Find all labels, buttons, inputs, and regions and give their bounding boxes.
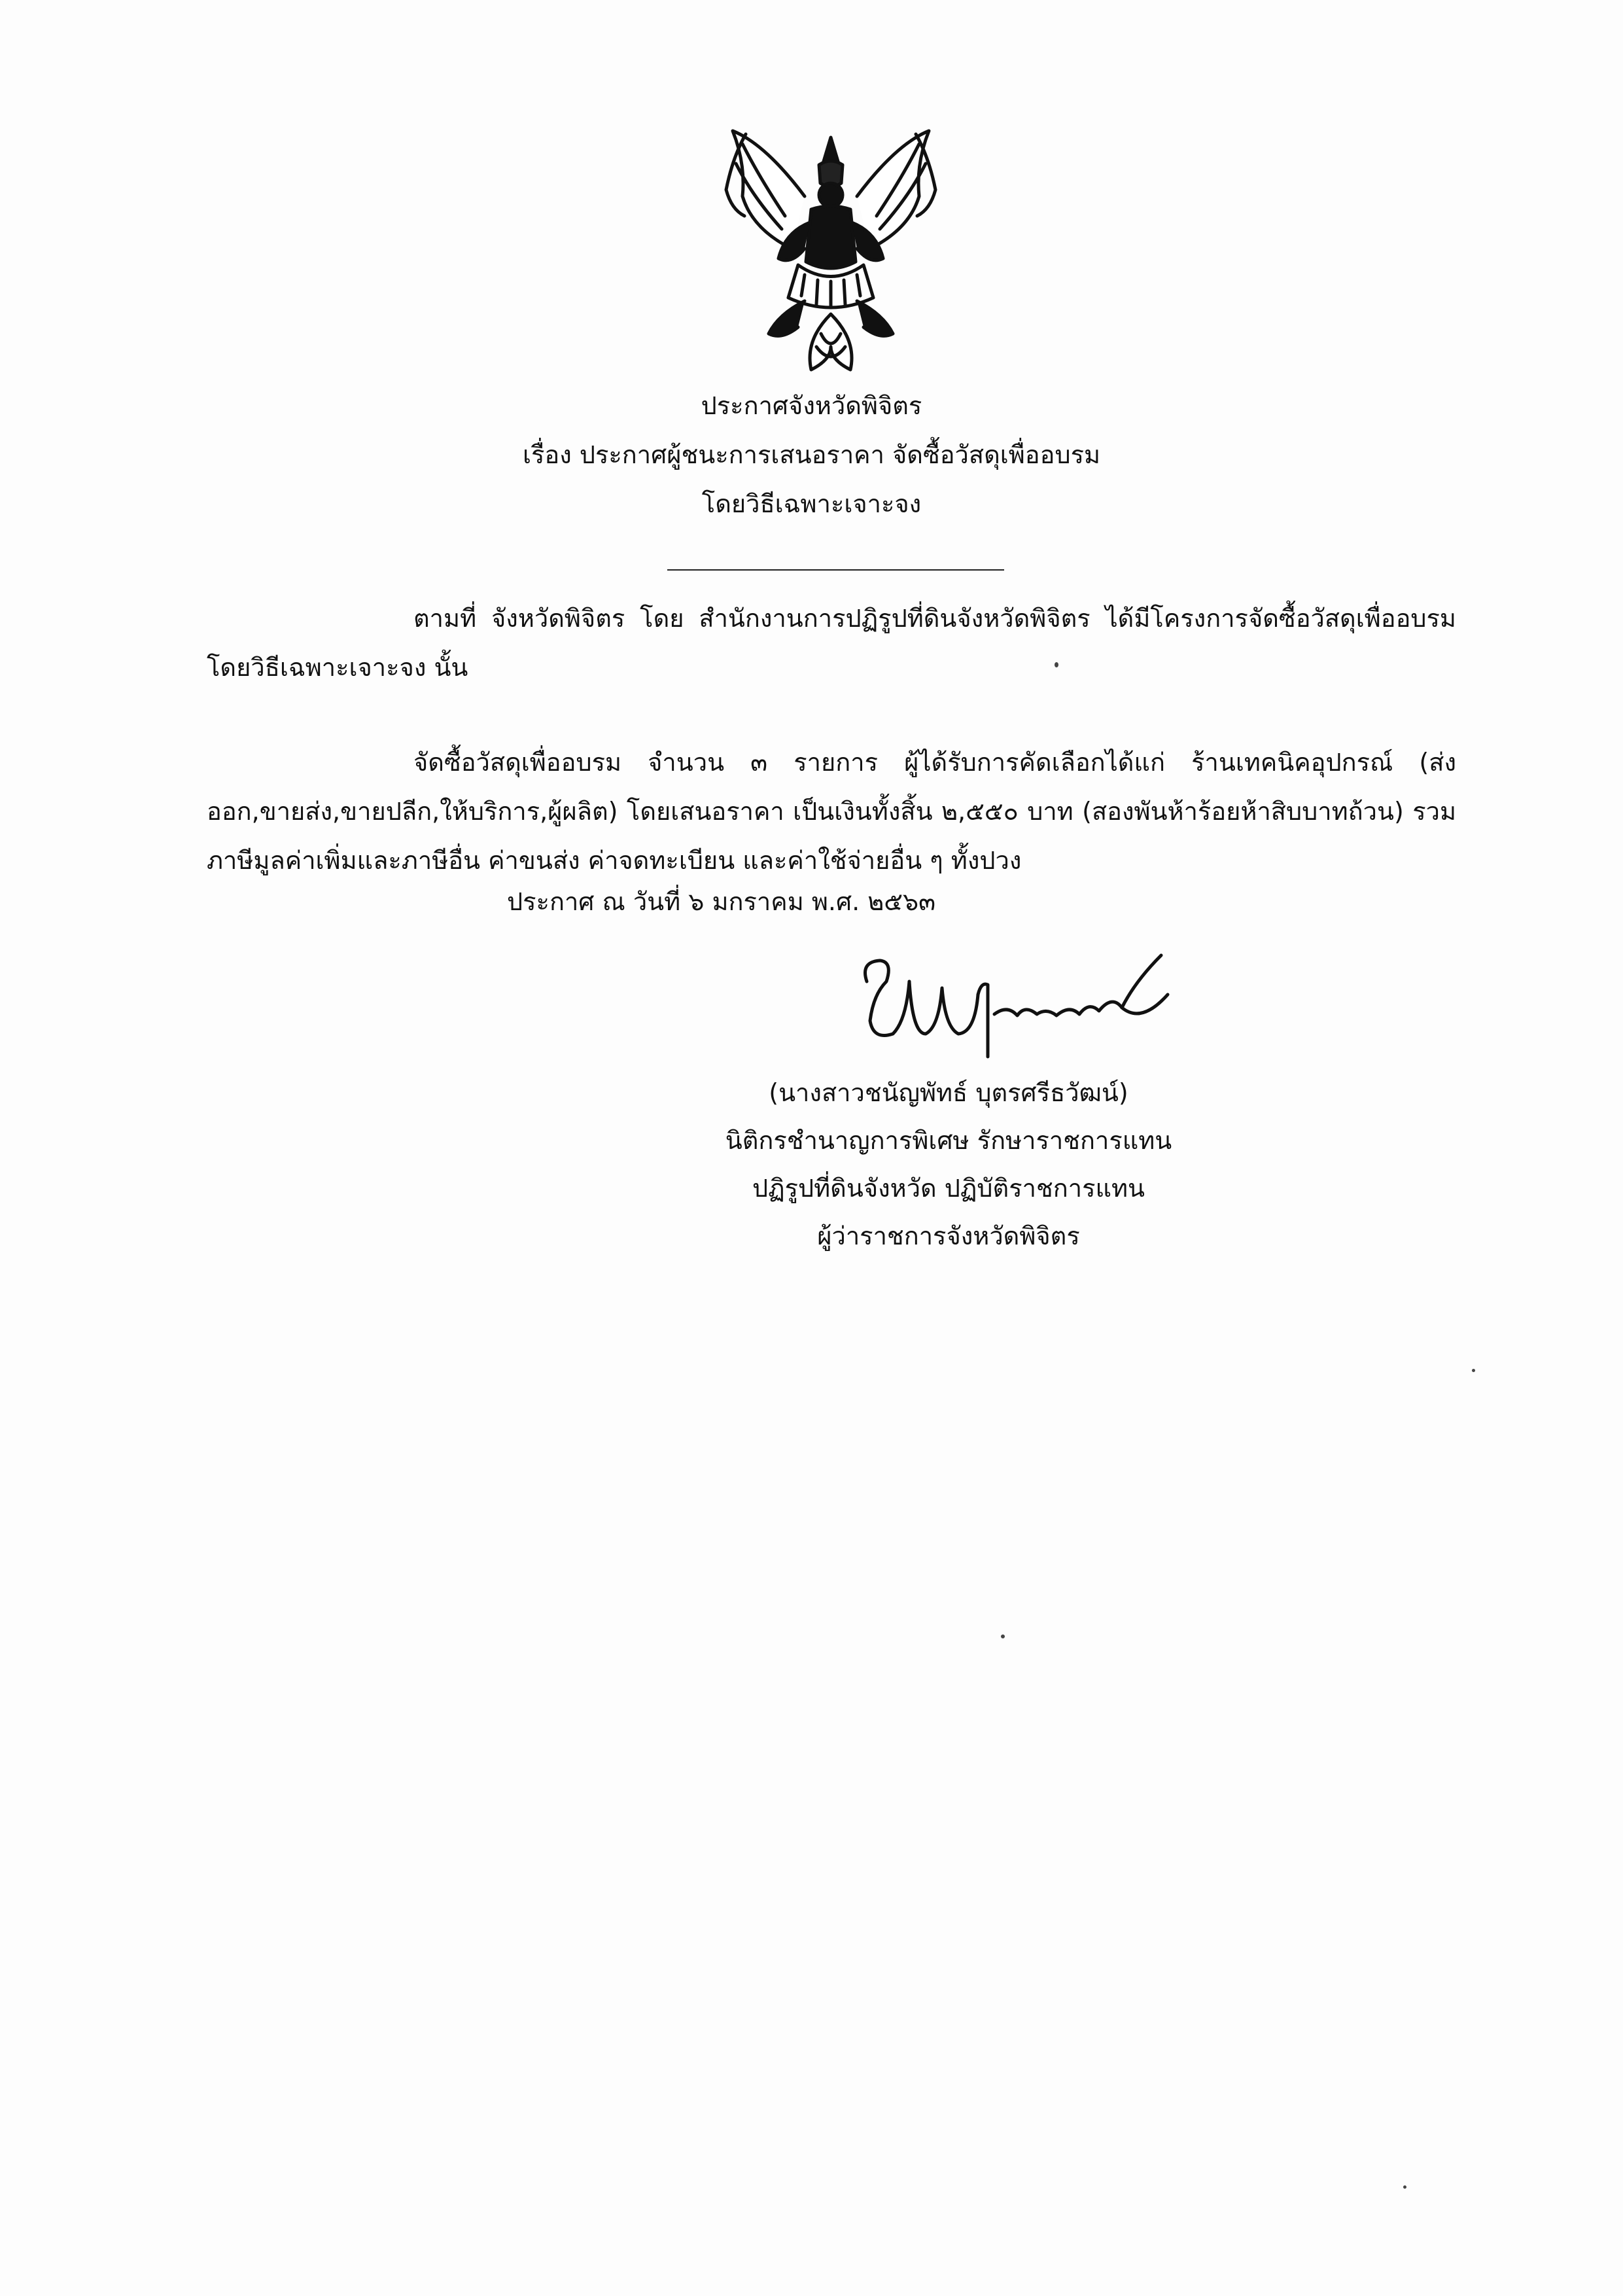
- handwritten-signature-icon: [854, 942, 1181, 1067]
- announcement-date: ประกาศ ณ วันที่ ๖ มกราคม พ.ศ. ๒๕๖๓: [507, 887, 936, 916]
- body-paragraph-1: ตามที่ จังหวัดพิจิตร โดย สำนักงานการปฏิรูปที่ดินจังหวัดพิจิตร ได้มีโครงการจัดซื้อวัสดุเพื่ออบรม โดยวิธีเฉพาะเจาะจง นั้น: [207, 604, 1456, 682]
- body-paragraph-2: จัดซื้อวัสดุเพื่ออบรม จำนวน ๓ รายการ ผู้ได้รับการคัดเลือกได้แก่ ร้านเทคนิคอุปกรณ์ (ส่งออก,ขายส่ง,ขายปลีก,ให้บริการ,ผู้ผลิต) โดยเสนอราคา เป็นเงินทั้งสิ้น ๒,๕๕๐ บาท (สองพันห้าร้อยห้าสิบบาทถ้วน) รวมภาษีมูลค่าเพิ่มและภาษีอื่น ค่าขนส่ง ค่าจดทะเบียน และค่าใช้จ่ายอื่น ๆ ทั้งปวง: [207, 748, 1456, 875]
- scan-speck: [1055, 662, 1058, 667]
- signatory-position-2: ปฏิรูปที่ดินจังหวัด ปฏิบัติราชการแทน: [752, 1174, 1145, 1203]
- document-method: โดยวิธีเฉพาะเจาะจง: [701, 489, 922, 518]
- garuda-emblem-icon: [707, 118, 955, 380]
- scan-speck: [1472, 1369, 1475, 1372]
- signatory-position-1: นิติกรชำนาญการพิเศษ รักษาราชการแทน: [725, 1126, 1172, 1155]
- scan-speck: [1403, 2185, 1406, 2189]
- signatory-name: (นางสาวชนัญพัทธ์ บุตรศรีธวัฒน์): [769, 1078, 1128, 1107]
- scan-speck: [1001, 1634, 1005, 1638]
- document-subject: เรื่อง ประกาศผู้ชนะการเสนอราคา จัดซื้อวัสดุเพื่ออบรม: [522, 440, 1101, 469]
- document-org-title: ประกาศจังหวัดพิจิตร: [701, 391, 922, 420]
- signatory-position-3: ผู้ว่าราชการจังหวัดพิจิตร: [817, 1222, 1080, 1250]
- title-divider: [667, 569, 1004, 571]
